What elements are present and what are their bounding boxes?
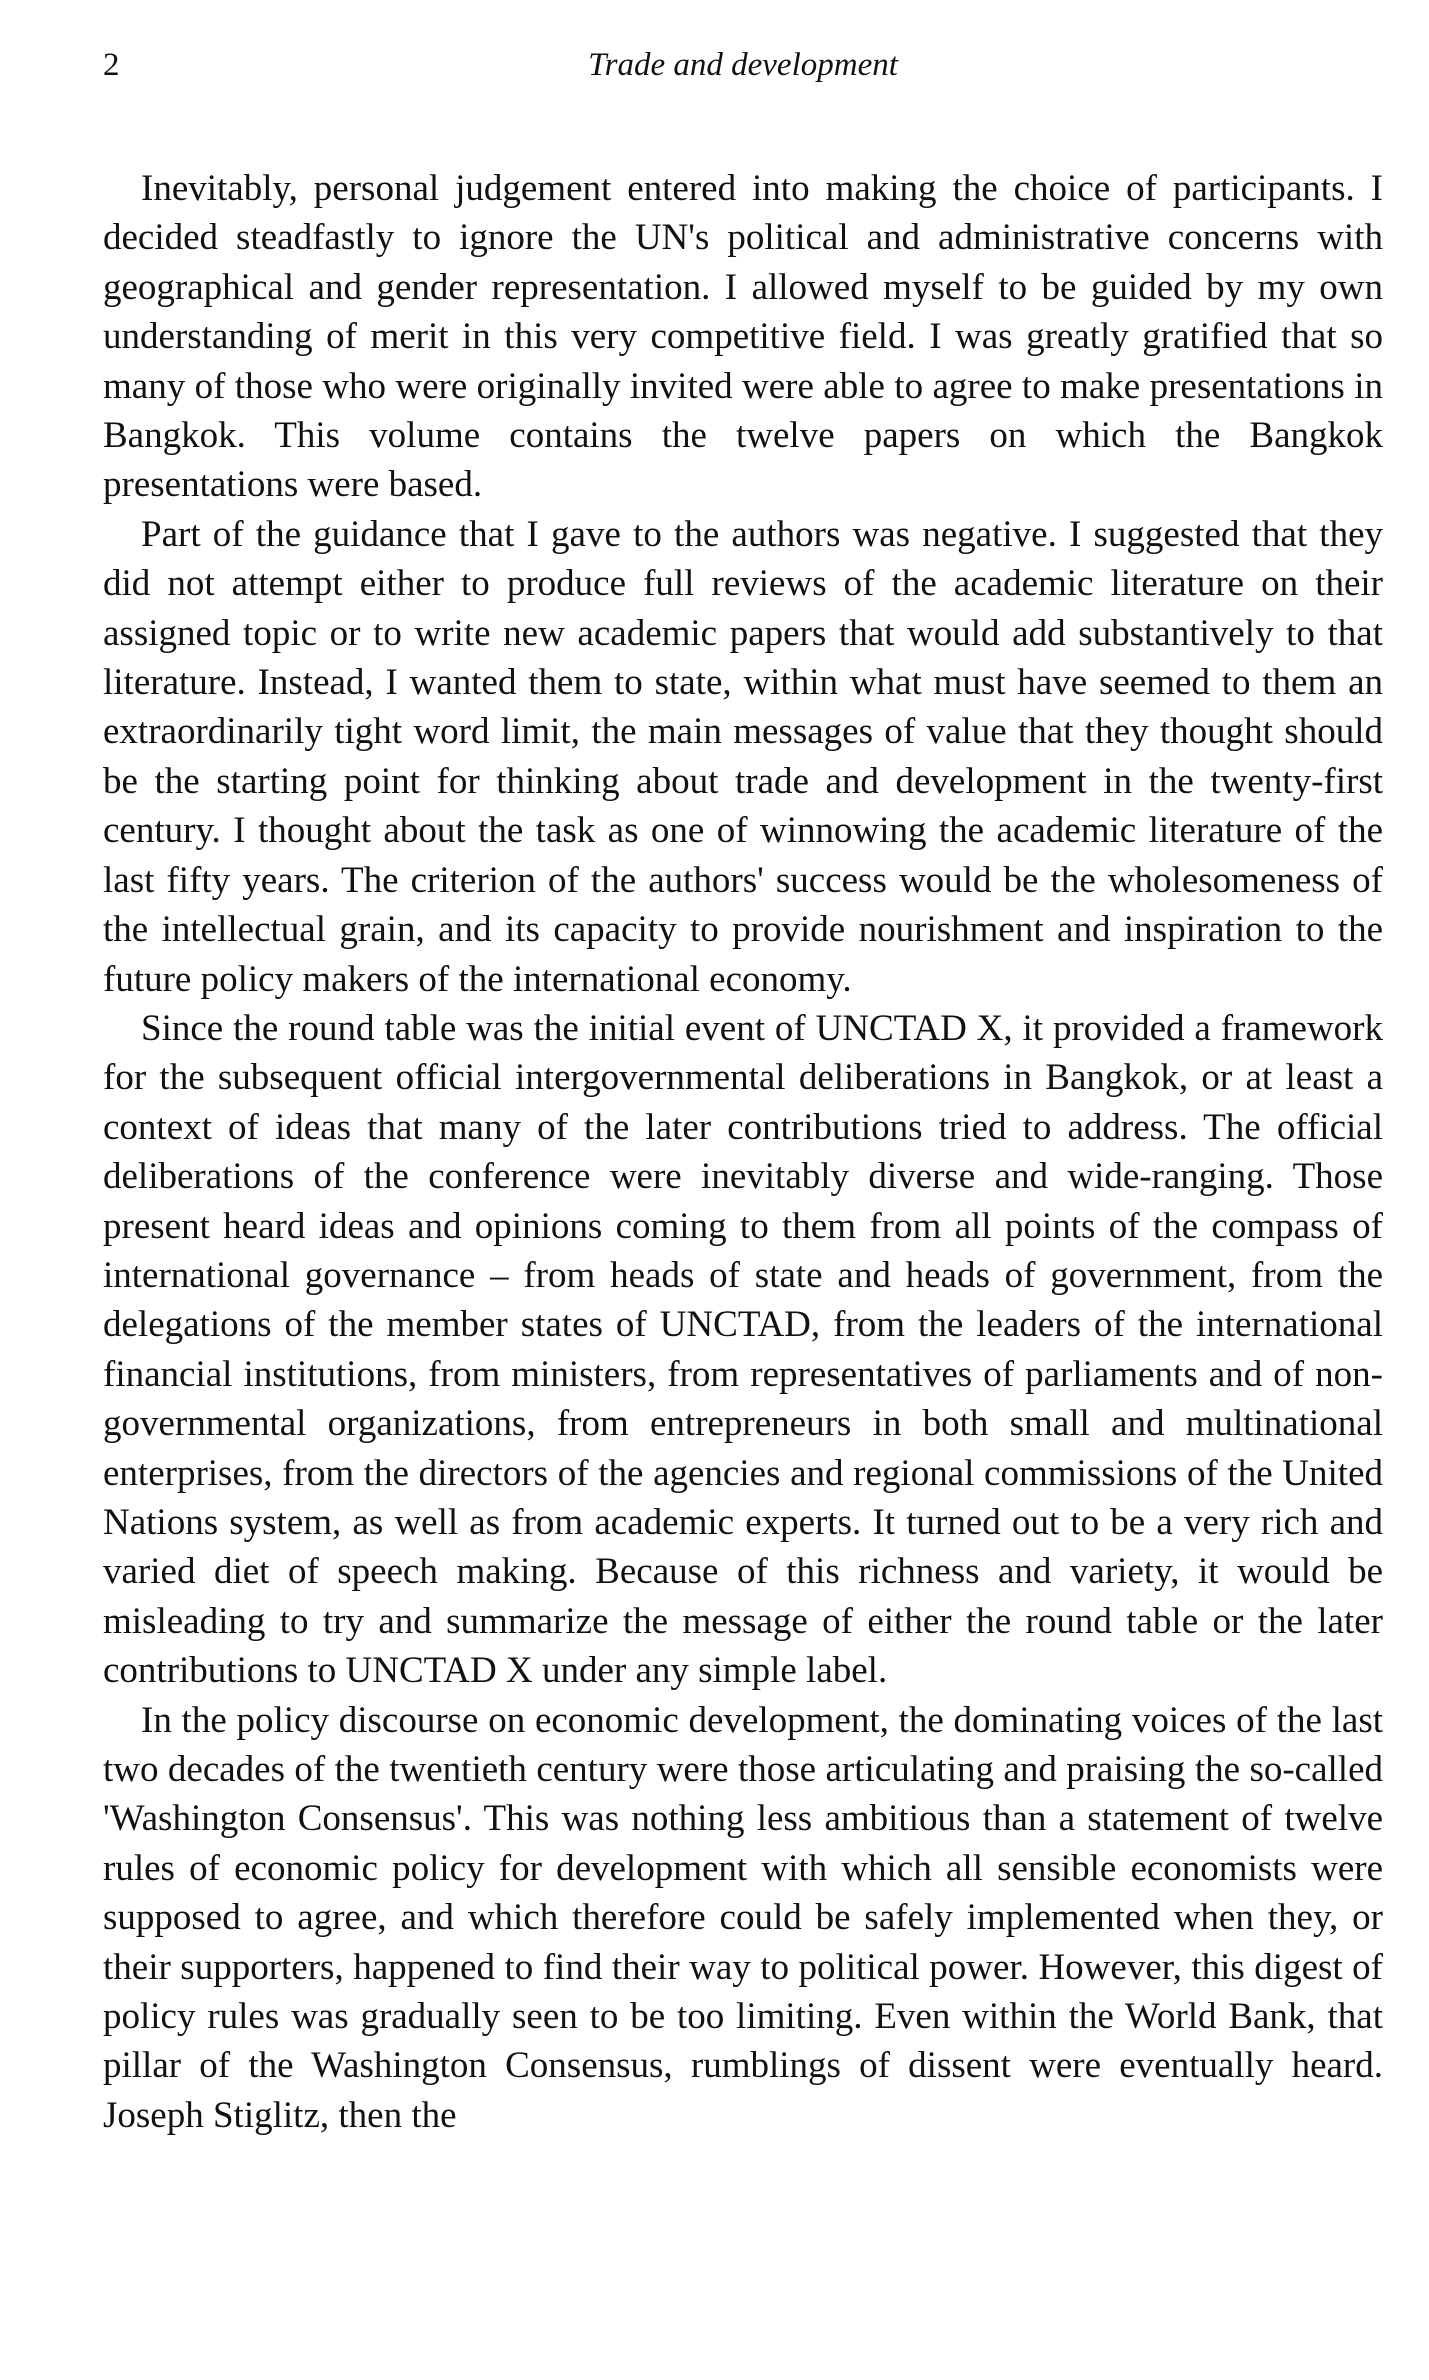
book-page <box>103 40 1383 2140</box>
page-number: 2 <box>103 47 120 83</box>
paragraph: Since the round table was the initial event of UNCTAD X, it provided a framework for the subsequent official intergovernmental deliberations in Bangkok, or at least a context of ideas that many of the later contributions tried to address. The official deliberations of the conference were inevitably diverse and wide-ranging. Those present heard ideas and opinions coming to them from all points of the compass of international governance – from heads of state and heads of government, from the delegations of the member states of UNCTAD, from the leaders of the international financial institutions, from ministers, from representatives of parliaments and of non-governmental organizations, from entrepreneurs in both small and multinational enterprises, from the directors of the agencies and regional commissions of the United Nations system, as well as from academic experts. It turned out to be a very rich and varied diet of speech making. Because of this richness and variety, it would be misleading to try and summarize the message of either the round table or the later contributions to UNCTAD X under any simple label. <box>103 1007 1383 1692</box>
body-text <box>103 164 1383 2140</box>
paragraph: Part of the guidance that I gave to the authors was negative. I suggested that they did not attempt either to produce full reviews of the academic literature on their assigned topic or to write new academic papers that would add substantively to that literature. Instead, I wanted them to state, within what must have seemed to them an extraordinarily tight word limit, the main messages of value that they thought should be the starting point for thinking about trade and development in the twenty-first century. I thought about the task as one of winnowing the academic literature of the last fifty years. The criterion of the authors' success would be the wholesomeness of the intellectual grain, and its capacity to provide nourishment and inspiration to the future policy makers of the international economy. <box>103 513 1383 1000</box>
paragraph: Inevitably, personal judgement entered into making the choice of participants. I decided steadfastly to ignore the UN's political and administrative concerns with geographical and gender representation. I allowed myself to be guided by my own understanding of merit in this very competitive field. I was greatly gratified that so many of those who were originally invited were able to agree to make presentations in Bangkok. This volume contains the twelve papers on which the Bangkok presentations were based. <box>103 168 1383 506</box>
running-title: Trade and development <box>588 47 898 83</box>
running-head <box>103 40 1383 90</box>
paragraph: In the policy discourse on economic development, the dominating voices of the last two decades of the twentieth century were those articulating and praising the so-called 'Washington Consensus'. This was nothing less ambitious than a statement of twelve rules of economic policy for development with which all sensible economists were supposed to agree, and which therefore could be safely implemented when they, or their supporters, happened to find their way to political power. However, this digest of policy rules was gradually seen to be too limiting. Even within the World Bank, that pillar of the Washington Consensus, rumblings of dissent were eventually heard. Joseph Stiglitz, then the <box>103 1699 1383 2136</box>
